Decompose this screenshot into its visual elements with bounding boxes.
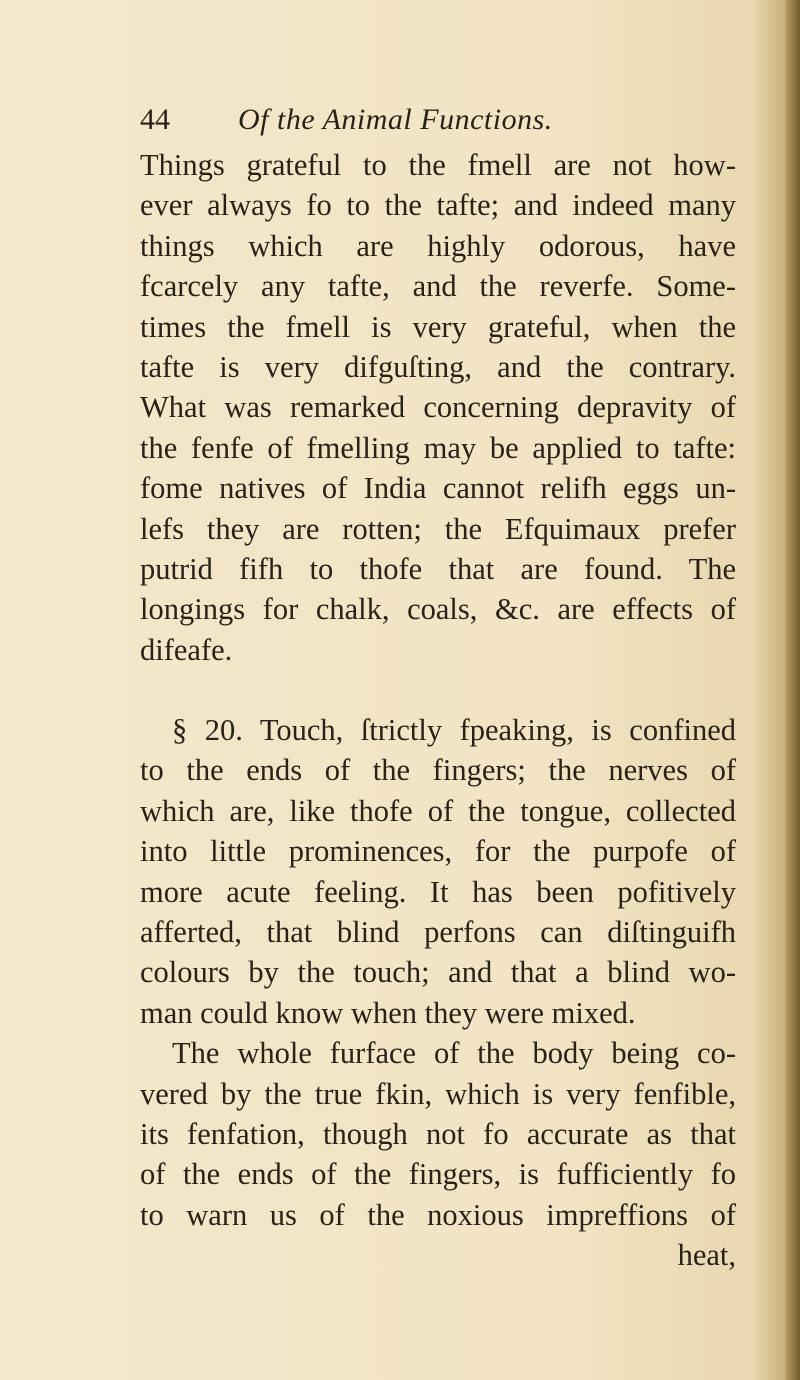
text-line: Things grateful to the fmell are not how- xyxy=(140,148,736,182)
paragraph-smell-taste xyxy=(140,145,736,670)
paragraph-skin xyxy=(140,1033,736,1275)
text-line: of the ends of the fingers, is fufficiently fo xyxy=(140,1157,736,1192)
text-line: What was remarked concerning depravity of xyxy=(140,390,736,425)
running-title: Of the Animal Functions. xyxy=(238,103,553,136)
text-line: things which are highly odorous, have xyxy=(140,228,736,263)
text-line: man could know when they were mixed. xyxy=(140,995,636,1030)
page-number: 44 xyxy=(140,103,170,136)
text-line: § 20. Touch, ſtrictly fpeaking, is confined xyxy=(172,713,736,748)
text-line: to warn us of the noxious impreffions of xyxy=(140,1197,736,1232)
paragraph-touch xyxy=(140,710,736,1033)
text-line: to the ends of the fingers; the nerves of xyxy=(140,753,736,788)
text-line: lefs they are rotten; the Efquimaux prefer xyxy=(140,511,736,546)
text-line: times the fmell is very grateful, when the xyxy=(140,309,736,344)
text-line: more acute feeling. It has been pofitively xyxy=(140,874,736,909)
body-text xyxy=(140,145,736,1276)
page-edge-shadow xyxy=(786,0,800,1380)
catchword: heat, xyxy=(677,1238,736,1273)
text-line: colours by the touch; and that a blind wo- xyxy=(140,955,736,990)
text-line: its fenfation, though not fo accurate as that xyxy=(140,1116,736,1151)
text-line: fome natives of India cannot relifh eggs un- xyxy=(140,471,736,506)
text-line: fcarcely any tafte, and the reverfe. Some- xyxy=(140,269,736,304)
text-line: which are, like thofe of the tongue, collected xyxy=(140,793,736,828)
text-line: longings for chalk, coals, &c. are effects of xyxy=(140,592,736,627)
text-line: difeafe. xyxy=(140,632,233,667)
page-header xyxy=(140,103,740,143)
text-line: ever always fo to the tafte; and indeed many xyxy=(140,188,736,223)
text-line: vered by the true fkin, which is very fenfible, xyxy=(140,1076,736,1111)
text-line: tafte is very difguſting, and the contrary. xyxy=(140,349,736,384)
text-line: putrid fifh to thofe that are found. The xyxy=(140,551,736,586)
paragraph-gap xyxy=(140,670,736,710)
text-line: into little prominences, for the purpofe of xyxy=(140,834,736,869)
text-line: afferted, that blind perfons can diſtinguifh xyxy=(140,915,736,950)
text-line: The whole furface of the body being co- xyxy=(172,1036,736,1071)
text-line: the fenfe of fmelling may be applied to tafte: xyxy=(140,430,736,465)
